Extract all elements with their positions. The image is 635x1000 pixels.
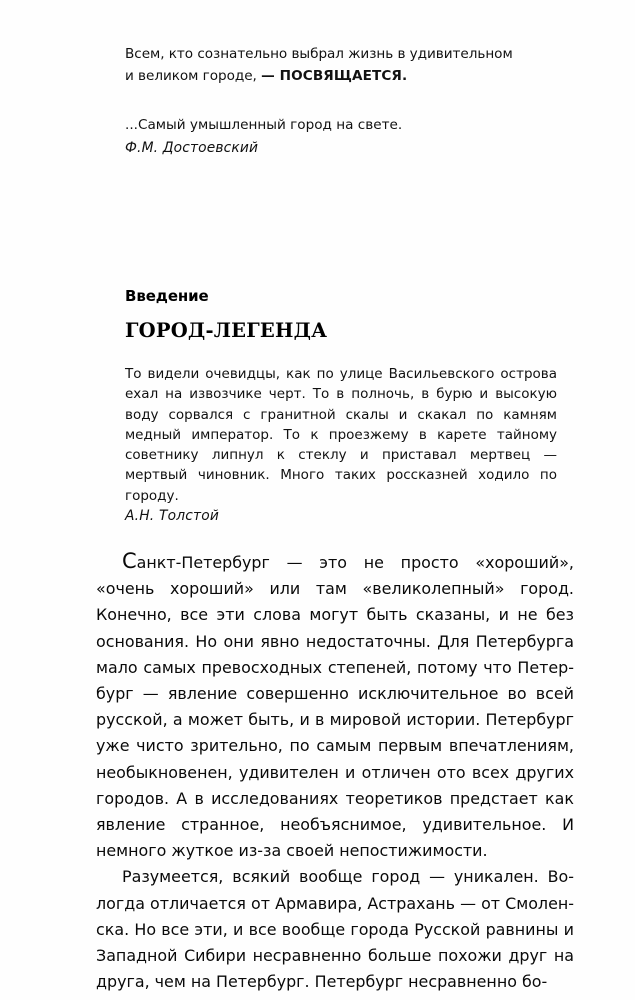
dedication-line-2-prefix: и великом городе, xyxy=(125,67,262,84)
dedication-emphasis: — ПОСВЯЩАЕТСЯ. xyxy=(261,67,408,84)
epigraph-block xyxy=(125,364,557,526)
quote-text: ...Самый умышленный город на свете. xyxy=(125,117,403,133)
dedication-block xyxy=(125,44,577,87)
quote-attribution: Ф.М. Достоевский xyxy=(125,140,259,156)
body-paragraph-1-text: анкт-Петербург — это не просто «хороший», «очень хороший» или там «великолепный» город. Конечно, все эти слова могут быть сказаны, и не без основания. Но они явно недостаточны. Для Петербурга мало самых превосходных степеней, потому что Петербург — явление совершенно исключительное во всей русской, а может быть, и в мировой истории. Петербург уже чисто зрительно, по самым первым впечатлениям, необыкновенен, удивителен и отличен ото всех других городов. А в исследованиях теоретиков предстает как явление странное, необъяснимое, удивительное. И немного жуткое из-за своей непостижимости. xyxy=(96,553,574,861)
epigraph-attribution: А.Н. Толстой xyxy=(125,508,220,525)
drop-cap: С xyxy=(122,549,137,573)
body-paragraph-2: Разумеется, всякий вообще город — уникален. Вологда отличается от Армавира, Астрахань — от Смоленска. Но все эти, и все вообще города Русской равнины и Западной Сибири несравненно больше похожи друг на друга, чем на Петербург. Петербург несравненно бо- xyxy=(96,867,574,992)
dedication-line-1: Всем, кто сознательно выбрал жизнь в удивительном xyxy=(125,46,513,62)
body-text-column xyxy=(96,550,574,995)
body-paragraph-1 xyxy=(96,550,574,864)
chapter-kicker: Введение xyxy=(125,287,209,305)
epigraph-text: То видели очевидцы, как по улице Васильевского острова ехал на извозчике черт. То в полночь, в бурю и высокую воду сорвался с гранитной скалы и скакал по камням медный император. То к проезжему в карете тайному советнику липнул к стеклу и приставал мертвец — мертвый чиновник. Много таких россказней ходило по городу. xyxy=(125,366,557,504)
dostoevsky-quote-block xyxy=(125,114,577,159)
chapter-heading-group xyxy=(125,286,577,343)
chapter-title: ГОРОД-ЛЕГЕНДА xyxy=(125,319,328,342)
